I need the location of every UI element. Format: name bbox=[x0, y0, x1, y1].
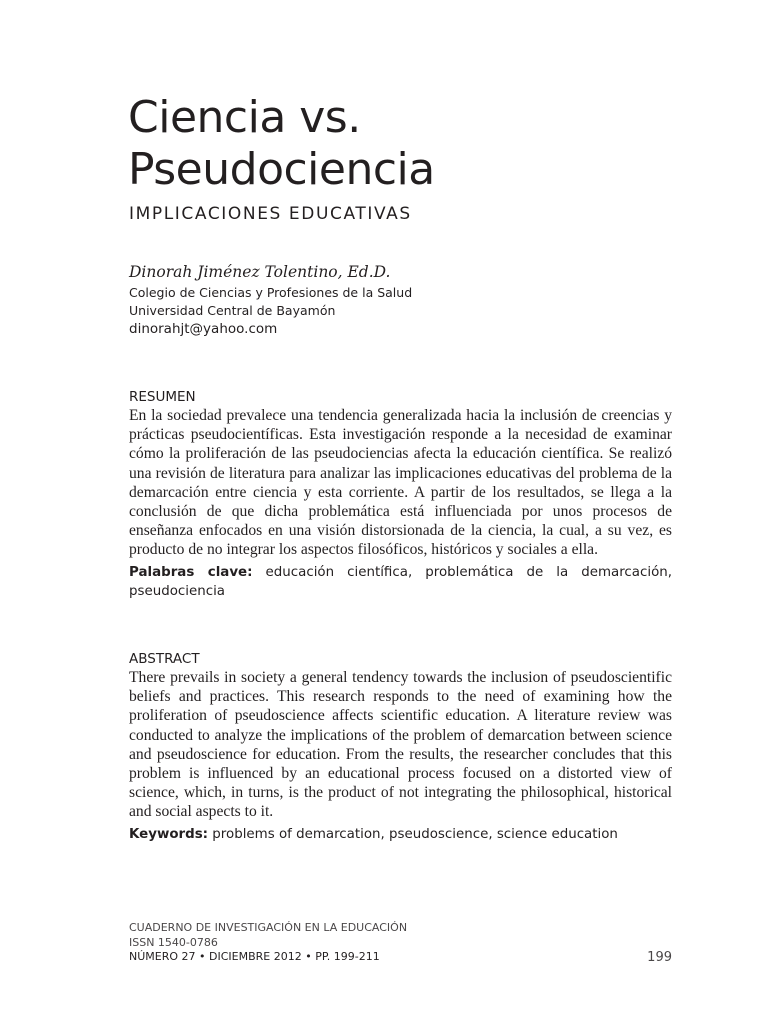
author-affiliation-college: Colegio de Ciencias y Profesiones de la Salud bbox=[129, 285, 413, 300]
journal-name: CUADERNO DE INVESTIGACIÓN EN LA EDUCACIÓN bbox=[129, 921, 408, 934]
resumen-keywords-label: Palabras clave: bbox=[129, 564, 253, 580]
resumen-section bbox=[129, 388, 672, 601]
abstract-keywords-list: problems of demarcation, pseudoscience, science education bbox=[208, 826, 618, 842]
title-line-2: Pseudociencia bbox=[128, 144, 435, 195]
title-line-1: Ciencia vs. bbox=[128, 92, 361, 143]
journal-issue: NÚMERO 27 • DICIEMBRE 2012 • PP. 199-211 bbox=[129, 950, 380, 963]
abstract-keywords bbox=[129, 825, 672, 844]
author-block bbox=[129, 262, 669, 339]
article-title bbox=[128, 92, 688, 196]
article-subtitle: IMPLICACIONES EDUCATIVAS bbox=[129, 204, 412, 224]
resumen-keywords-list: educación científica, problemática de la demarcación, pseudociencia bbox=[129, 564, 672, 599]
resumen-heading: RESUMEN bbox=[129, 389, 196, 405]
resumen-text: En la sociedad prevalece una tendencia generalizada hacia la inclusión de creencias y prácticas pseudocientíficas. Esta investigación responde a la necesidad de examinar cómo la proliferación de las pseudociencias afecta la educación científica. Se realizó una revisión de literatura para analizar las implicaciones educativas del problema de la demarcación entre ciencia y esta corriente. A partir de los resultados, se llega a la conclusión de que dicha problemática está influenciada por unos procesos de enseñanza enfocados en una visión distorsionada de la ciencia, la cual, a su vez, es producto de no integrar los aspectos filosóficos, históricos y sociales a ella. bbox=[129, 407, 672, 559]
abstract-section bbox=[129, 650, 672, 844]
abstract-heading: ABSTRACT bbox=[129, 651, 200, 667]
author-affiliation-university: Universidad Central de Bayamón bbox=[129, 303, 336, 318]
journal-issn: ISSN 1540-0786 bbox=[129, 935, 218, 949]
author-email: dinorahjt@yahoo.com bbox=[129, 321, 278, 337]
abstract-text: There prevails in society a general tendency towards the inclusion of pseudoscientific beliefs and practices. This research responds to the need of examining how the proliferation of pseudoscience affects scientific education. A literature review was conducted to analyze the implications of the problem of demarcation between science and pseudoscience for education. From the results, the researcher concludes that this problem is influenced by an educational process focused on a distorted view of science, which, in turns, is the product of not integrating the philosophical, historical and social aspects to it. bbox=[129, 669, 672, 821]
resumen-keywords bbox=[129, 563, 672, 601]
journal-footer bbox=[129, 921, 672, 965]
author-name: Dinorah Jiménez Tolentino, Ed.D. bbox=[129, 263, 391, 281]
abstract-keywords-label: Keywords: bbox=[129, 826, 209, 842]
page-number: 199 bbox=[647, 950, 672, 965]
